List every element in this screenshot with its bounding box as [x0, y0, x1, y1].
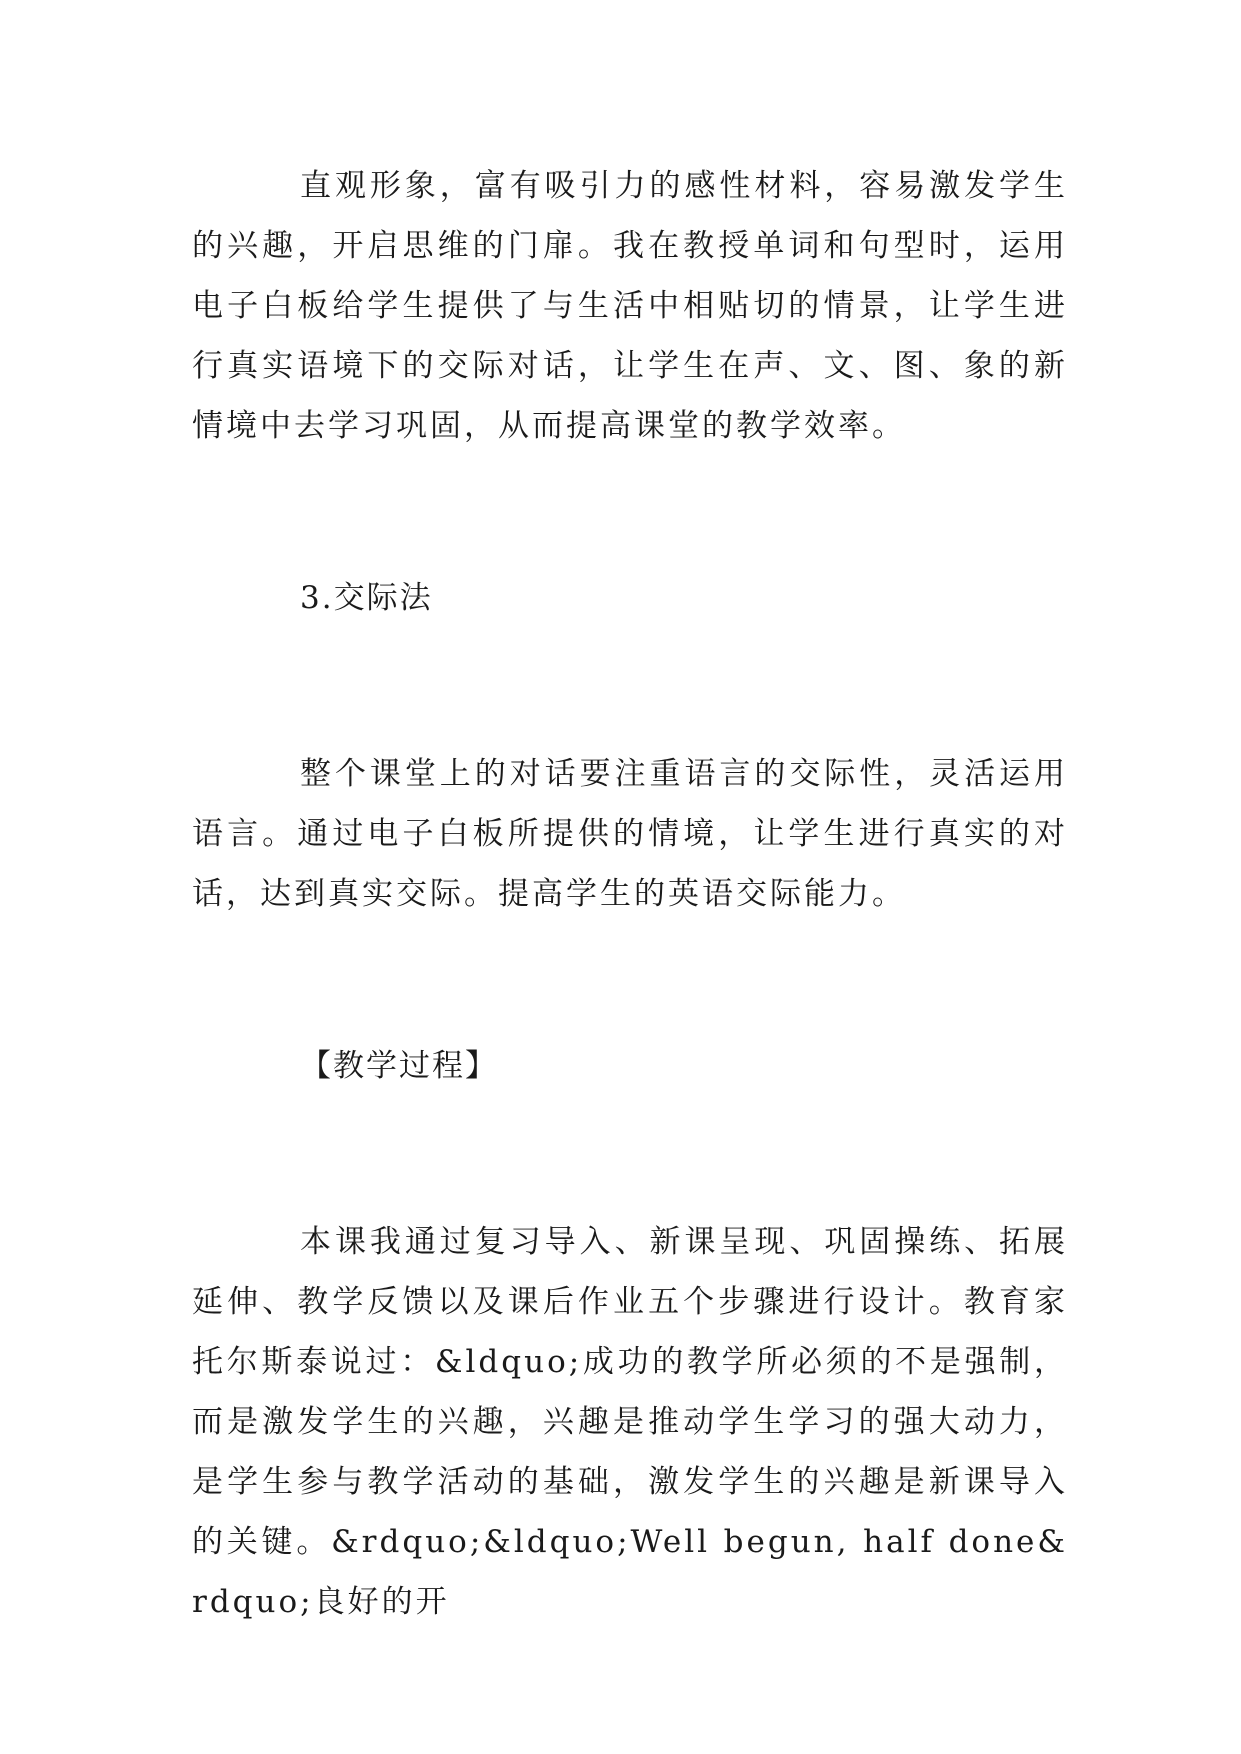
body-paragraph: 整个课堂上的对话要注重语言的交际性，灵活运用语言。通过电子白板所提供的情境，让学生进行真实的对话，达到真实交际。提高学生的英语交际能力。: [192, 756, 1068, 912]
body-paragraph: 本课我通过复习导入、新课呈现、巩固操练、拓展延伸、教学反馈以及课后作业五个步骤进行设计。教育家托尔斯泰说过：&ldquo;成功的教学所必须的不是强制，而是激发学生的兴趣，兴趣是推动学生学习的强大动力，是学生参与教学活动的基础，激发学生的兴趣是新课导入的关键。&rdquo;&ldquo;Well begun, half done&rdquo;良好的开: [192, 1224, 1068, 1620]
section-heading: 3.交际法: [300, 580, 433, 616]
section-heading: 【教学过程】: [300, 1048, 498, 1084]
body-paragraph: 直观形象，富有吸引力的感性材料，容易激发学生的兴趣，开启思维的门扉。我在教授单词和句型时，运用电子白板给学生提供了与生活中相贴切的情景，让学生进行真实语境下的交际对话，让学生在声、文、图、象的新情境中去学习巩固，从而提高课堂的教学效率。: [192, 168, 1068, 444]
